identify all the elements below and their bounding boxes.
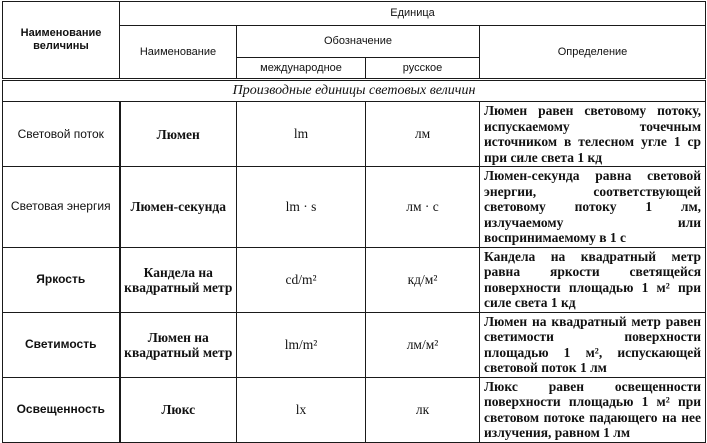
definition-cell: Люмен на квадратный метр равен светимости поверхности площадью 1 м², испускающей световой поток 1 лм [480,312,706,377]
table-row [3,102,706,167]
unit-name-cell: Кандела на квадратный метр [120,247,237,312]
unit-name-header: Наименование [120,26,237,80]
definition-cell: Люкс равен освещенности поверхности площадью 1 м² при световом потоке падающего на нее излучения, равном 1 лм [480,377,706,442]
quantity-cell: Освещенность [3,377,120,442]
intl-cell: lx [237,377,366,442]
unit-name-cell: Люмен-секунда [120,167,237,248]
designation-header: Обозначение [237,26,480,58]
definition-cell: Люмен-секунда равна световой энергии, соответствующей световому потоку 1 лм, излучаемому или воспринимаемому в 1 с [480,167,706,248]
table-row [3,167,706,248]
header-row-1 [3,2,706,26]
unit-name-cell: Люкс [120,377,237,442]
unit-name-cell: Люмен [120,102,237,167]
quantity-cell: Яркость [3,247,120,312]
definition-cell: Люмен равен световому потоку, испускаемому точечным источником в телесном угле 1 ср при силе света 1 кд [480,102,706,167]
international-header: международное [237,58,366,80]
table-row [3,247,706,312]
quantity-cell: Световая энергия [3,167,120,248]
intl-cell: lm [237,102,366,167]
section-title: Производные единицы световых величин [3,80,706,102]
quantity-name-header: Наименование величины [3,2,120,80]
intl-cell: cd/m² [237,247,366,312]
table-row [3,312,706,377]
rus-cell: лм/м² [366,312,480,377]
intl-cell: lm · s [237,167,366,248]
quantity-cell: Светимость [3,312,120,377]
definition-cell: Кандела на квадратный метр равна яркости светящейся поверхности площадью 1 м² при силе света 1 кд [480,247,706,312]
rus-cell: лк [366,377,480,442]
rus-cell: лм [366,102,480,167]
intl-cell: lm/m² [237,312,366,377]
rus-cell: кд/м² [366,247,480,312]
section-row [3,80,706,102]
units-table [2,1,706,443]
quantity-cell: Световой поток [3,102,120,167]
russian-header: русское [366,58,480,80]
table-row [3,377,706,442]
rus-cell: лм · с [366,167,480,248]
unit-header: Единица [120,2,706,26]
definition-header: Определение [480,26,706,80]
unit-name-cell: Люмен на квадратный метр [120,312,237,377]
